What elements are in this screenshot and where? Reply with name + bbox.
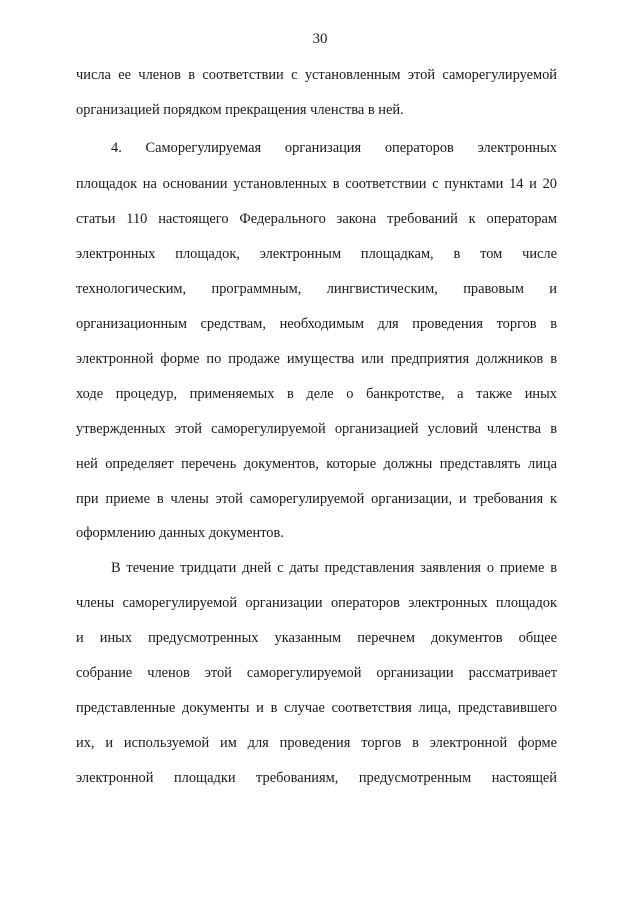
- text-line: собрание членов этой саморегулируемой организации рассматривает: [76, 665, 557, 681]
- text-line: члены саморегулируемой организации операторов электронных площадок: [76, 595, 557, 611]
- text-line: их, и используемой им для проведения торгов в электронной форме: [76, 735, 557, 751]
- text-line: электронной площадки требованиям, предусмотренным настоящей: [76, 770, 557, 786]
- page-number: 30: [312, 31, 328, 47]
- text-line: ней определяет перечень документов, которые должны представлять лица: [76, 456, 557, 472]
- text-line: площадок на основании установленных в соответствии с пунктами 14 и 20: [76, 176, 557, 192]
- text-line: электронных площадок, электронным площадкам, в том числе: [76, 246, 557, 262]
- text-line: электронной форме по продаже имущества или предприятия должников в: [76, 351, 557, 367]
- text-line: при приеме в члены этой саморегулируемой организации, и требования к: [76, 491, 557, 507]
- text-line: оформлению данных документов.: [76, 525, 284, 541]
- text-line: организацией порядком прекращения членства в ней.: [76, 102, 404, 118]
- text-line: представленные документы и в случае соответствия лица, представившего: [76, 700, 557, 716]
- text-line: статьи 110 настоящего Федерального закона требований к операторам: [76, 211, 557, 227]
- paragraph-first-line: В течение тридцати дней с даты представления заявления о приеме в: [111, 560, 557, 576]
- paragraph-number-line: 4. Саморегулируемая организация операторов электронных: [111, 140, 557, 156]
- text-line: и иных предусмотренных указанным перечнем документов общее: [76, 630, 557, 646]
- text-line: организационным средствам, необходимым для проведения торгов в: [76, 316, 557, 332]
- text-line: утвержденных этой саморегулируемой организацией условий членства в: [76, 421, 557, 437]
- text-line: технологическим, программным, лингвистическим, правовым и: [76, 281, 557, 297]
- text-line: числа ее членов в соответствии с установленным этой саморегулируемой: [76, 67, 557, 83]
- text-line: ходе процедур, применяемых в деле о банкротстве, а также иных: [76, 386, 557, 402]
